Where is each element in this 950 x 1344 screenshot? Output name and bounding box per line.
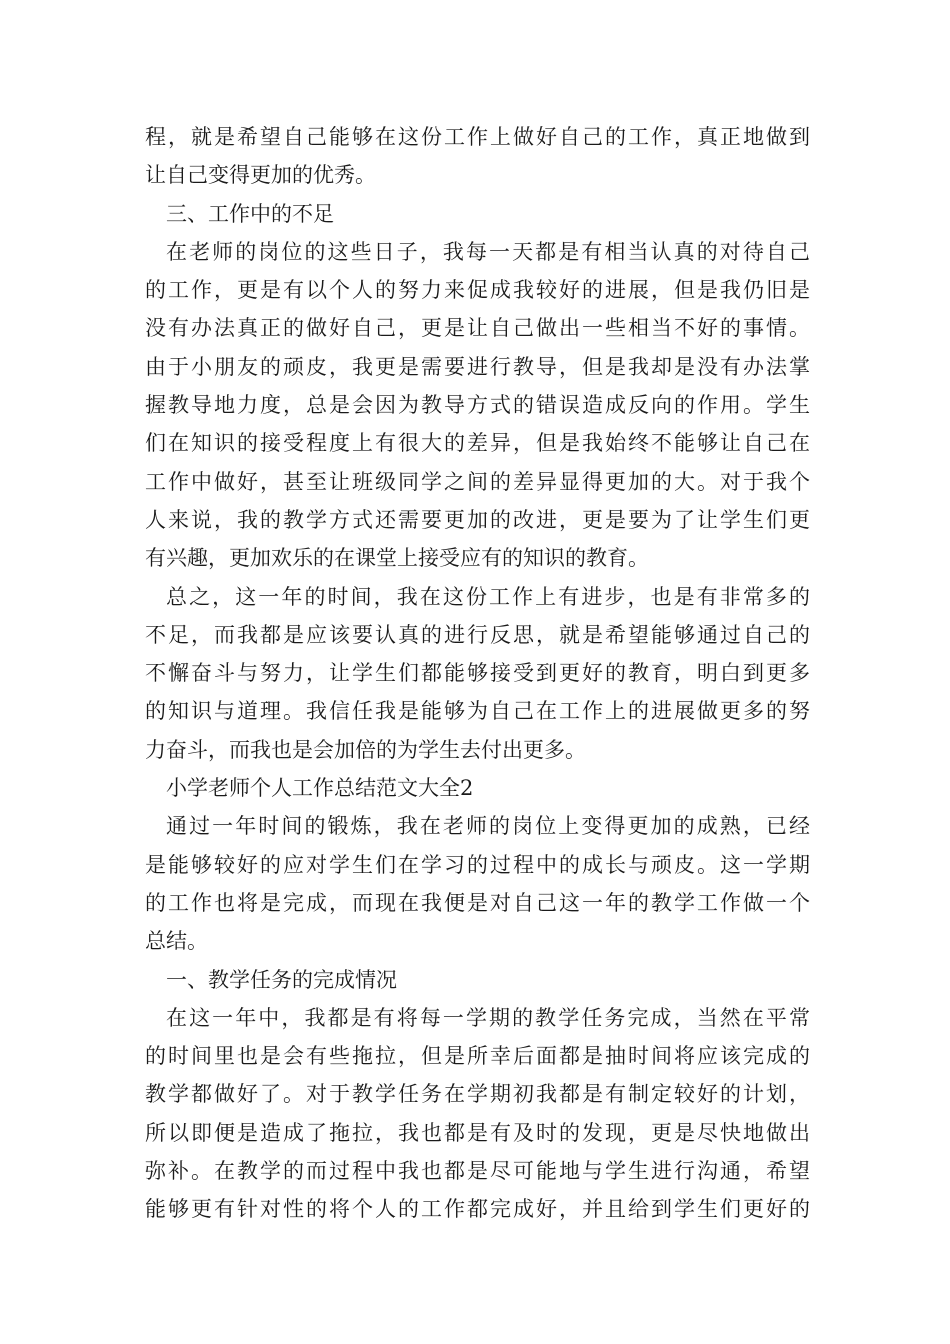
document-body [145,118,810,1229]
text-line: 人来说，我的教学方式还需要更加的改进，更是要为了让学生们更 [145,507,810,532]
text-line: 的工作，更是有以个人的努力来促成我较好的进展，但是我仍旧是 [145,278,810,303]
text-line: 是能够较好的应对学生们在学习的过程中的成长与顽皮。这一学期 [145,852,810,877]
text-line: 让自己变得更加的优秀。 [145,163,376,188]
text-line: 不懈奋斗与努力，让学生们都能够接受到更好的教育，明白到更多 [145,661,810,686]
text-line: 通过一年时间的锻炼，我在老师的岗位上变得更加的成熟，已经 [166,814,810,839]
text-line: 能够更有针对性的将个人的工作都完成好，并且给到学生们更好的 [145,1197,810,1222]
text-line: 的工作也将是完成，而现在我便是对自己这一年的教学工作做一个 [145,890,810,915]
text-line: 教学都做好了。对于教学任务在学期初我都是有制定较好的计划， [145,1082,810,1107]
text-line: 不足，而我都是应该要认真的进行反思，就是希望能够通过自己的 [145,622,810,647]
text-line: 的知识与道理。我信任我是能够为自己在工作上的进展做更多的努 [145,699,810,724]
text-line: 三、工作中的不足 [166,201,334,226]
text-line: 力奋斗，而我也是会加倍的为学生去付出更多。 [145,737,586,762]
text-line: 有兴趣，更加欢乐的在课堂上接受应有的知识的教育。 [145,546,649,571]
text-line: 工作中做好，甚至让班级同学之间的差异显得更加的大。对于我个 [145,469,810,494]
text-line: 总之，这一年的时间，我在这份工作上有进步，也是有非常多的 [166,584,810,609]
text-line: 小学老师个人工作总结范文大全2 [166,776,474,801]
text-line: 的时间里也是会有些拖拉，但是所幸后面都是抽时间将应该完成的 [145,1044,810,1069]
text-line: 总结。 [145,929,208,954]
text-line: 在老师的岗位的这些日子，我每一天都是有相当认真的对待自己 [166,239,810,264]
text-line: 弥补。在教学的而过程中我也都是尽可能地与学生进行沟通，希望 [145,1159,810,1184]
text-line: 没有办法真正的做好自己，更是让自己做出一些相当不好的事情。 [145,316,810,341]
text-line: 们在知识的接受程度上有很大的差异，但是我始终不能够让自己在 [145,431,810,456]
text-line: 在这一年中，我都是有将每一学期的教学任务完成，当然在平常 [166,1005,810,1030]
text-line: 程，就是希望自己能够在这份工作上做好自己的工作，真正地做到 [145,125,810,149]
text-line: 一、教学任务的完成情况 [166,967,397,992]
text-line: 由于小朋友的顽皮，我更是需要进行教导，但是我却是没有办法掌 [145,354,810,379]
text-line: 所以即便是造成了拖拉，我也都是有及时的发现，更是尽快地做出 [145,1120,810,1145]
text-line: 握教导地力度，总是会因为教导方式的错误造成反向的作用。学生 [145,393,810,418]
